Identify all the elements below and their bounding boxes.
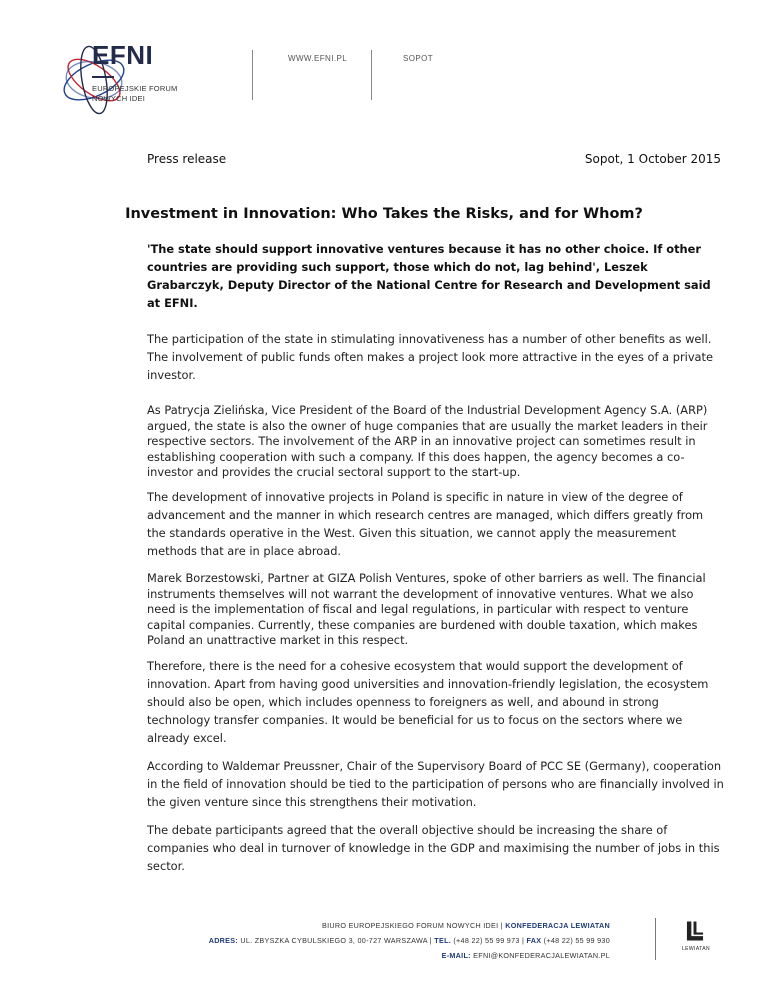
footer-line-1 [322, 921, 610, 930]
footer-address-label: ADRES: [208, 936, 239, 945]
logo-subtitle-line-1: EUROPEJSKIE FORUM [92, 84, 178, 93]
place-date: Sopot, 1 October 2015 [584, 152, 721, 166]
lewiatan-label: LEWIATAN [682, 946, 711, 952]
footer-email[interactable]: EFNI@KONFEDERACJALEWIATAN.PL [470, 951, 610, 960]
doc-type-label: Press release [147, 152, 227, 166]
footer-line-2 [209, 936, 610, 945]
footer-fax: (+48 22) 55 99 930 [541, 936, 610, 945]
lead-paragraph: 'The state should support innovative ventures because it has no other choice. If other countries are providing such support, those which do not, lag behind', Leszek Grabarczyk, Deputy Director of the National Centre for Research and Development said at EFNI. [147, 242, 711, 310]
city-label: SOPOT [403, 54, 434, 63]
body-paragraph-4: Marek Borzestowski, Partner at GIZA Polish Ventures, spoke of other barriers as well. The financial instruments themselves will not warrant the development of innovative ventures. What we also need is the implementation of fiscal and legal regulations, in particular with respect to venture capital companies. Currently, these companies are burdened with double taxation, which makes Poland an unattractive market in this respect. [147, 571, 706, 647]
body-paragraph-5: Therefore, there is the need for a cohesive ecosystem that would support the development of innovation. Apart from having good universities and innovation-friendly legislation, the ecosystem should also be open, which includes openness to foreigners as well, and abound in strong technology transfer companies. It would be beneficial for us to focus on the sectors where we already excel. [147, 659, 709, 745]
footer-line-3 [442, 951, 610, 960]
footer-office: BIURO EUROPEJSKIEGO FORUM NOWYCH IDEI | [322, 921, 506, 930]
body-paragraph-2: As Patrycja Zielińska, Vice President of the Board of the Industrial Development Agency S.A. (ARP) argued, the state is also the owner of huge companies that are usually the market leaders in their respective sectors. The involvement of the ARP in an innovative project can sometimes result in establishing cooperation with such a company. If this does happen, the agency becomes a co-investor and provides the crucial sectoral support to the start-up. [147, 403, 708, 479]
footer-divider [655, 918, 656, 960]
lewiatan-logo-icon [682, 920, 708, 942]
logo-subtitle-line-2: NOWYCH IDEI [92, 94, 146, 103]
logo-subtitle [92, 84, 178, 104]
header-divider-1 [252, 50, 253, 100]
website-link[interactable]: WWW.EFNI.PL [288, 54, 348, 63]
footer-tel-label: TEL. [434, 936, 452, 945]
body-paragraph-6: According to Waldemar Preussner, Chair of the Supervisory Board of PCC SE (Germany), cooperation in the field of innovation should be tied to the participation of persons who are financially involved in the given venture since this strengthens their motivation. [147, 759, 724, 809]
footer-address: UL. ZBYSZKA CYBULSKIEGO 3, 00-727 WARSZAWA | [238, 936, 435, 945]
header-divider-2 [371, 50, 372, 100]
body-paragraph-3: The development of innovative projects in Poland is specific in nature in view of the degree of advancement and the manner in which research centres are managed, which differs greatly from the standards operative in the West. Given this situation, we cannot apply the measurement methods that are in place abroad. [147, 490, 704, 558]
logo-rule [92, 76, 114, 78]
footer-org: KONFEDERACJA LEWIATAN [505, 921, 610, 930]
body-paragraph-7: The debate participants agreed that the overall objective should be increasing the share of companies who deal in turnover of knowledge in the GDP and maximising the number of jobs in this sector. [147, 823, 720, 873]
page-title: Investment in Innovation: Who Takes the Risks, and for Whom? [125, 206, 643, 222]
body-paragraph-1: The participation of the state in stimulating innovativeness has a number of other benefits as well. The involvement of public funds often makes a project look more attractive in the eyes of a private investor. [147, 332, 714, 382]
footer-fax-label: FAX [526, 936, 542, 945]
footer-tel: (+48 22) 55 99 973 | [451, 936, 527, 945]
logo-title: EFNI [92, 40, 154, 70]
footer-email-label: E-MAIL: [441, 951, 471, 960]
